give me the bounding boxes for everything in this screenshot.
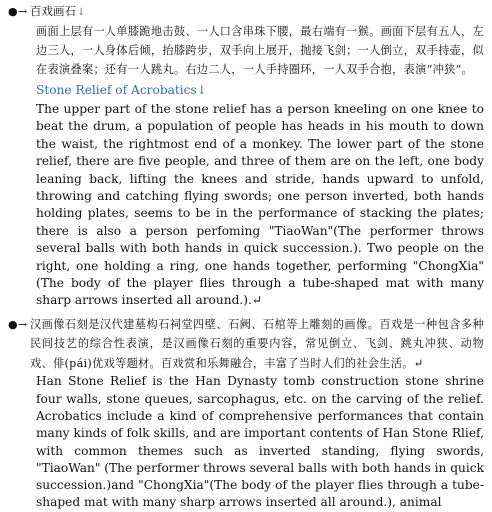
chinese-paragraph: 汉画像石刻是汉代建墓构石祠堂四壁、石阙、石棺等上雕刻的画像。百戏是一种包含多种民间技艺的综合性表演，是汉画像石刻的重要内容，常见倒立、飞剑、跳丸冲狭、动物戏、俳(pái)优戏等题材。百戏赏和乐舞融合，丰富了当时人们的社会生活。↵: [30, 317, 484, 370]
tab-arrow-icon: →: [18, 5, 28, 18]
english-title: Stone Relief of Acrobatics↓: [36, 83, 207, 97]
english-paragraph: The upper part of the stone relief has a person kneeling on one knee to beat the drum, a population of people has heads in his mouth to down the waist, the rightmost end of a monkey. The lower part of the stone relief, there are five people, and three of them are on the left, one body leaning back, lifting the knees and stride, hands upward to unfold, throwing and catching flying swords; one person inverted, both hands holding plates, seems to be in the performance of stacking the plates; there is also a person perfoming "TiaoWan"(The performer throws several balls with both hands in quick succession.). Two people on the right, one holding a ring, one hands together, performing "ChongXia"(The body of the player flies through a tube-shaped mat with many sharp arrows inserted all around.).↵: [36, 102, 484, 308]
section-acrobatics: [8, 2, 484, 310]
section-heading: [30, 2, 85, 22]
section-row: [8, 315, 484, 374]
tab-arrow-icon: →: [18, 317, 28, 331]
english-paragraph: Han Stone Relief is the Han Dynasty tomb construction stone shrine four walls, stone queues, sarcophagus, etc. on the carving of the relief. Acrobatics include a kind of comprehensive performances that contain many kinds of folk skills, and are important contents of Han Stone Rlief, with common themes such as inverted standing, flying swords, "TiaoWan" (The performer throws several balls with both hands in quick succession.)and "ChongXia"(The body of the player flies through a tube-shaped mat with many sharp arrows inserted all around.), animal: [36, 374, 484, 510]
bullet-icon: ●: [8, 317, 18, 331]
chinese-paragraph: 画面上层有一人单膝跪地击鼓、一人口含串珠下腰，最右端有一猴。画面下层有五人，左边三人，一人身体后倾，抬膝跨步，双手向上展开，抛接飞剑；一人倒立，双手持壶，似在表演叠案；还有一人跳丸。右边二人，一人手持圈环，一人双手合抱，表演“冲狭”。: [36, 25, 485, 76]
heading-text: 百戏画石: [30, 4, 76, 18]
paragraph-mark-icon: ↓: [77, 7, 86, 18]
bullet-icon: ●: [8, 5, 18, 18]
section-heading-row: [8, 2, 484, 22]
section-han-stone-relief: [8, 315, 484, 512]
